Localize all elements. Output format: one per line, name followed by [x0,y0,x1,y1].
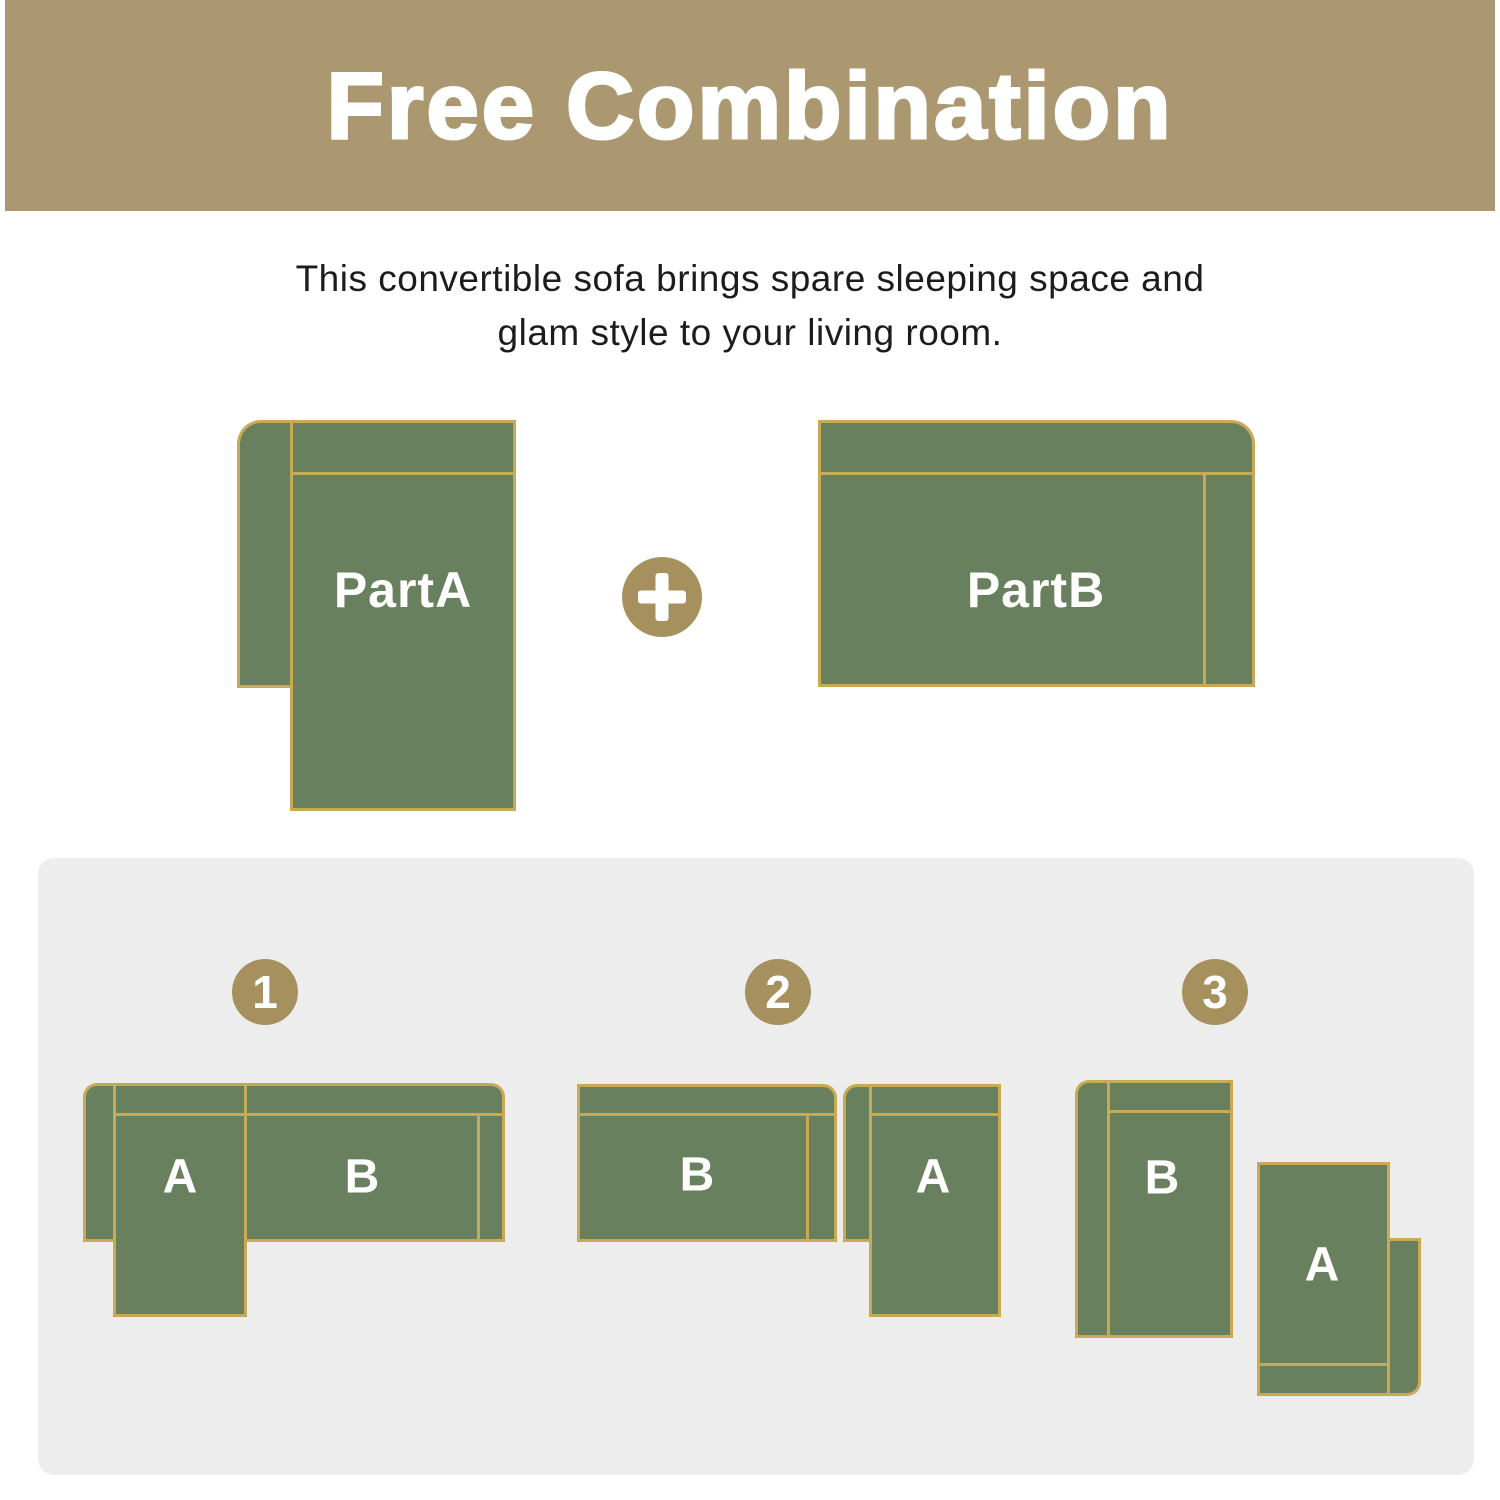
combo-1-section-a-label: A [162,1150,198,1204]
page-title: Free Combination [326,52,1174,158]
combo-1-part-a-armrest [83,1083,113,1242]
combo-3-part-b-armrest-line [1110,1110,1230,1113]
combo-2-badge: 2 [745,959,811,1025]
plus-icon-bar [656,573,669,621]
description-line-2: glam style to your living room. [497,312,1003,353]
plus-icon [622,557,702,637]
combo-2-part-b-backrest-line [580,1113,834,1116]
combo-1-part-b-armrest-line [477,1116,480,1239]
part-b-label: PartB [966,562,1106,618]
part-b-backrest-line [821,472,1252,475]
part-b-body [818,420,1255,687]
combo-3-part-a-armrest [1390,1238,1421,1396]
combo-2-part-a-backrest-line [872,1113,998,1116]
combo-3-part-b-body [1107,1080,1233,1338]
combo-3-part-b-backrest [1075,1080,1107,1338]
part-a-armrest [237,420,290,688]
combo-3-section-b-label: B [1144,1151,1180,1205]
part-b-armrest-line [1203,475,1206,684]
combo-2-part-b-armrest-line [806,1116,809,1239]
combo-1-part-a-backrest-line [116,1113,244,1116]
description-line-1: This convertible sofa brings spare sleeping space and [295,258,1205,299]
part-a-label: PartA [333,562,473,618]
header-banner [5,0,1495,211]
combo-3-part-a-backrest-line [1260,1363,1387,1366]
description-text [0,252,1500,360]
combo-1-badge: 1 [232,959,298,1025]
combo-3-section-a-label: A [1304,1238,1340,1292]
combo-2-part-a-armrest [843,1084,869,1242]
combo-1-section-b-label: B [344,1150,380,1204]
combo-1-part-b-backrest-line [247,1113,502,1116]
part-a-backrest-line [293,472,513,475]
combo-2-section-a-label: A [915,1150,951,1204]
combo-3-badge: 3 [1182,959,1248,1025]
combo-2-section-b-label: B [679,1148,715,1202]
